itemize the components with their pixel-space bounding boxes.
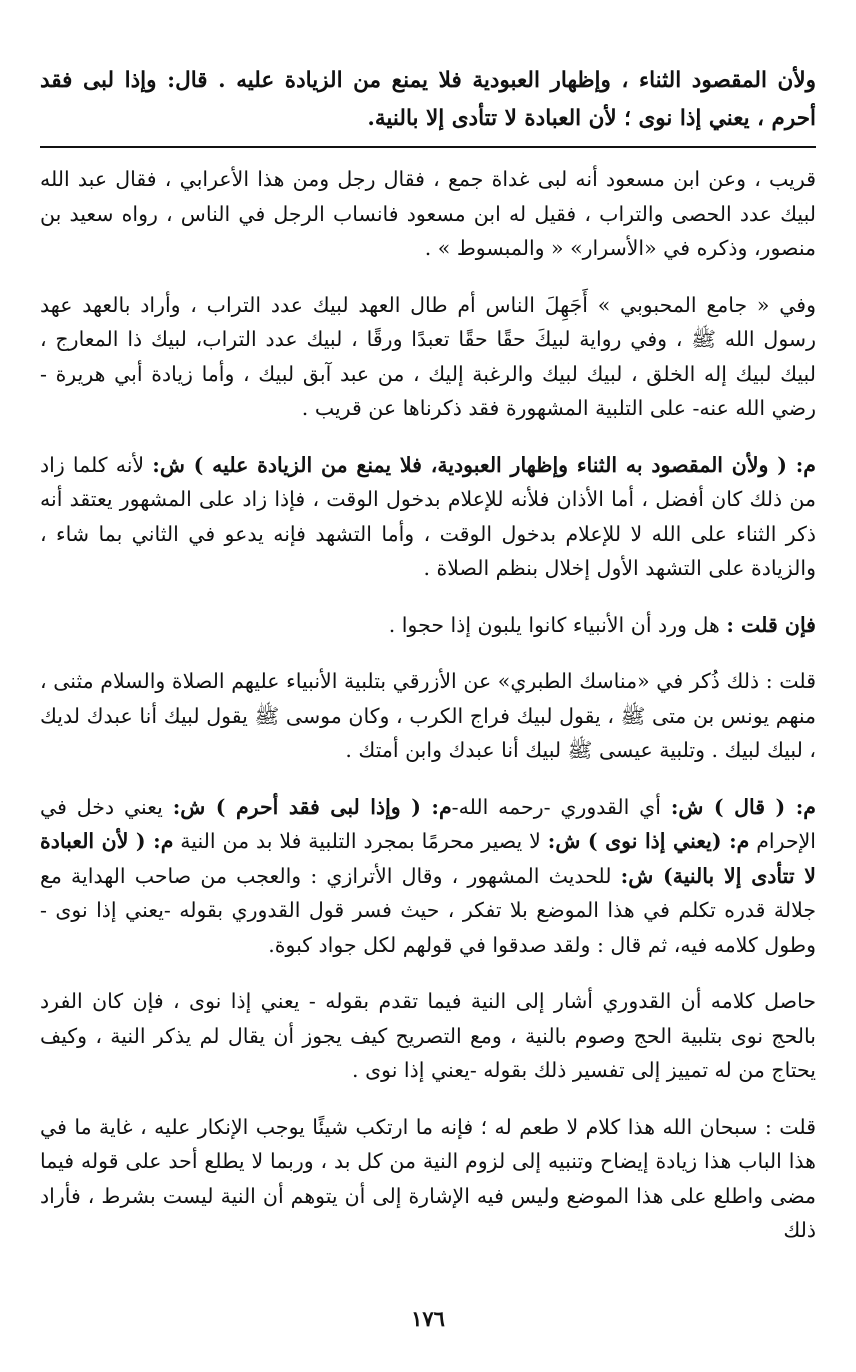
paragraph-6-seg-1: م: ( قال ) ش: <box>670 794 816 819</box>
paragraph-6-seg-6: لا يصير محرمًا بمجرد التلبية فلا بد من النية <box>173 829 548 853</box>
paragraph-3 <box>40 448 816 586</box>
paragraph-6-seg-8: للحديث المشهور ، وقال الأترازي : والعجب من صاحب الهداية مع جلالة قدره تكلم في هذا الموضع بلا تفكر ، حيث فسر قول القدوري بقوله -يعني إذا نوى - وطول كلامه فيه، ثم قال : ولقد صدقوا في قولهم لكل جواد كبوة. <box>40 863 816 957</box>
paragraph-6-seg-2: أي القدوري -رحمه الله- <box>451 794 671 819</box>
paragraph-6-seg-7: م: ( لأن العبادة لا تتأدى إلا بالنية) ش: <box>40 829 816 888</box>
paragraph-7: حاصل كلامه أن القدوري أشار إلى النية فيما تقدم بقوله - يعني إذا نوى ، فإن كان الفرد بالحج نوى بتلبية الحج وصوم بالنية ، ومع التصريح كيف يجوز أن يقال لم يذكر النية ، وكيف يحتاج من له تمييز إلى تفسير ذلك بقوله -يعني إذا نوى . <box>40 989 816 1082</box>
paragraph-6-seg-5: م: (يعني إذا نوى ) ش: <box>547 829 750 853</box>
paragraph-8: قلت : سبحان الله هذا كلام لا طعم له ؛ فإنه ما ارتكب شيئًا يوجب الإنكار عليه ، غاية ما في هذا الباب هذا زيادة إيضاح وتنبيه إلى لزوم النية من كل بد ، وربما لا يطلع أحد على قوله فيما مضى واطلع على هذا الموضع وليس فيه الإشارة إلى أن يتوهم أن النية ليست بشرط ، فأراد ذلك <box>40 1114 816 1242</box>
paragraph-6-seg-3: م: ( وإذا لبى فقد أحرم ) ش: <box>172 794 452 819</box>
page-number: ١٧٦ <box>411 1306 445 1331</box>
paragraph-3-body: لأنه كلما زاد من ذلك كان أفضل ، أما الأذان فلأنه للإعلام بدخول الوقت ، فإذا زاد على المشهور يعتقد أنه ذكر الثناء على الله لا للإعلام بدخول الوقت ، وأما التشهد فإنه يدعو في الثاني بما شاء ، والزيادة على التشهد الأول إخلال بنظم الصلاة . <box>40 452 816 580</box>
paragraph-4 <box>40 608 816 643</box>
paragraph-4-bold-lead: فإن قلت : <box>726 612 816 637</box>
paragraph-4-body: هل ورد أن الأنبياء كانوا يلبون إذا حجوا . <box>388 612 727 637</box>
header-text: ولأن المقصود الثناء ، وإظهار العبودية فلا يمنع من الزيادة عليه . قال: وإذا لبى فقد أحرم ، يعني إذا نوى ؛ لأن العبادة لا تتأدى إلا بالنية. <box>40 68 816 131</box>
paragraph-2: وفي « جامع المحبوبي » أَجَهِلَ الناس أم طال العهد لبيك عدد التراب ، وأراد بالعهد عهد رسول الله ﷺ ، وفي رواية لبيكَ حقًا حقًا تعبدًا ورقًا ، لبيك عدد التراب، لبيك ذا المعارج ، لبيك لبيك إله الخلق ، لبيك لبيك والرغبة إليك ، من عبد آبق لبيك ، وأما زيادة أبي هريرة - رضي الله عنه- على التلبية المشهورة فقد ذكرناها عن قريب . <box>40 292 816 420</box>
paragraph-5: قلت : ذلك ذُكر في «مناسك الطبري» عن الأزرقي بتلبية الأنبياء عليهم الصلاة والسلام مثنى ، منهم يونس بن متى ﷺ ، يقول لبيك فراج الكرب ، وكان موسى ﷺ يقول لبيك أنا عبدك لديك ، لبيك لبيك . وتلبية عيسى ﷺ لبيك أنا عبدك وابن أمتك . <box>40 669 816 762</box>
page-content <box>40 62 816 1248</box>
paragraph-6-seg-4: يعني دخل في الإحرام <box>40 794 817 853</box>
paragraph-6 <box>40 790 816 963</box>
paragraph-3-bold-lead: م: ( ولأن المقصود به الثناء وإظهار العبودية، فلا يمنع من الزيادة عليه ) ش: <box>152 452 817 477</box>
divider-line <box>40 146 816 148</box>
paragraph-1: قريب ، وعن ابن مسعود أنه لبى غداة جمع ، فقال رجل ومن هذا الأعرابي ، فقال عبد الله لبيك عدد الحصى والتراب ، فقيل له ابن مسعود فانساب الرجل في الناس ، رواه سعيد بن منصور، وذكره في «الأسرار» « والمبسوط » . <box>40 167 816 260</box>
